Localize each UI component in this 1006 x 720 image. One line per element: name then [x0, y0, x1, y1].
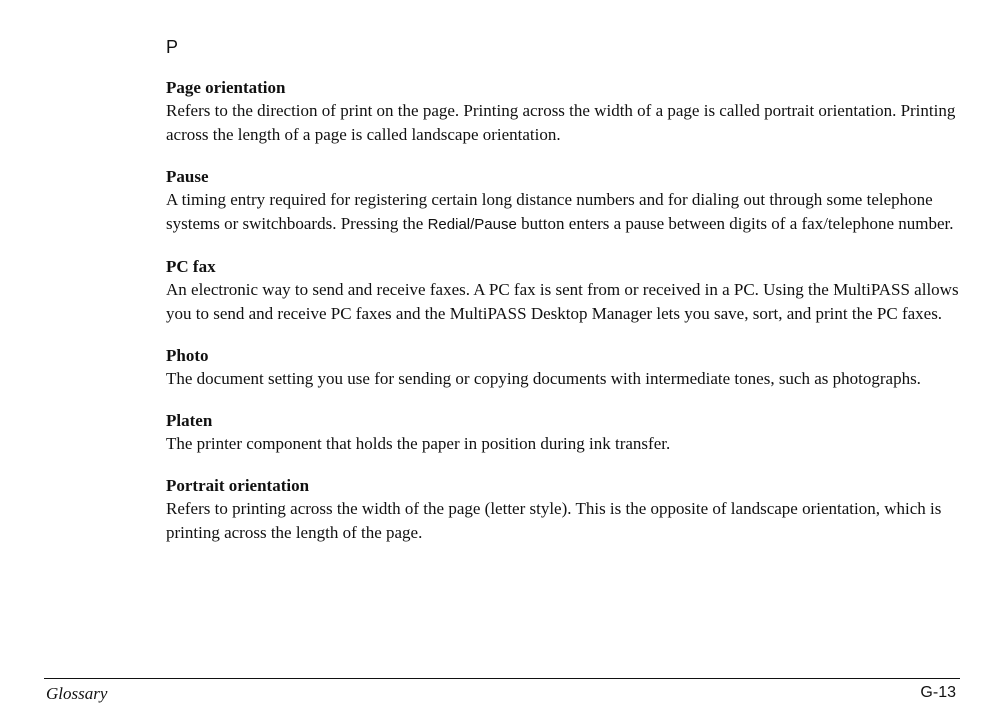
glossary-term: PC fax	[166, 257, 216, 276]
glossary-entry-page-orientation	[166, 76, 966, 147]
definition-text: button enters a pause between digits of a fax/telephone number.	[516, 214, 954, 233]
glossary-definition: The printer component that holds the paper in position during ink transfer.	[166, 434, 671, 453]
glossary-definition: The document setting you use for sending or copying documents with intermediate tones, such as photographs.	[166, 369, 921, 388]
definition-text: A timing entry required for registering certain long distance numbers and for dialing out through some telephone systems or switchboards. Pressing the	[166, 190, 933, 233]
glossary-definition: Refers to the direction of print on the page. Printing across the width of a page is called portrait orientation. Printing across the length of a page is called landscape orientation.	[166, 101, 956, 144]
glossary-entry-pause	[166, 165, 966, 237]
glossary-entry-photo	[166, 344, 966, 391]
footer-page-number: G-13	[920, 684, 956, 701]
glossary-term: Pause	[166, 167, 209, 186]
glossary-entry-portrait-orientation	[166, 474, 966, 545]
glossary-content	[166, 36, 966, 563]
footer-divider	[44, 678, 960, 679]
glossary-term: Platen	[166, 411, 213, 430]
glossary-definition: An electronic way to send and receive faxes. A PC fax is sent from or received in a PC. Using the MultiPASS allows you to send and receive PC faxes and the MultiPASS Desktop Manager lets you save, sort, and print the PC faxes.	[166, 280, 959, 323]
footer-section-name: Glossary	[46, 684, 108, 703]
glossary-term: Portrait orientation	[166, 476, 310, 495]
glossary-term: Page orientation	[166, 78, 286, 97]
glossary-definition: Refers to printing across the width of the page (letter style). This is the opposite of landscape orientation, which is printing across the length of the page.	[166, 499, 942, 542]
glossary-entry-pc-fax	[166, 255, 966, 326]
section-letter-heading: P	[166, 37, 179, 57]
glossary-entry-platen	[166, 409, 966, 456]
button-name-text: Redial/Pause	[427, 216, 517, 233]
glossary-term: Photo	[166, 346, 209, 365]
glossary-definition	[166, 188, 966, 237]
